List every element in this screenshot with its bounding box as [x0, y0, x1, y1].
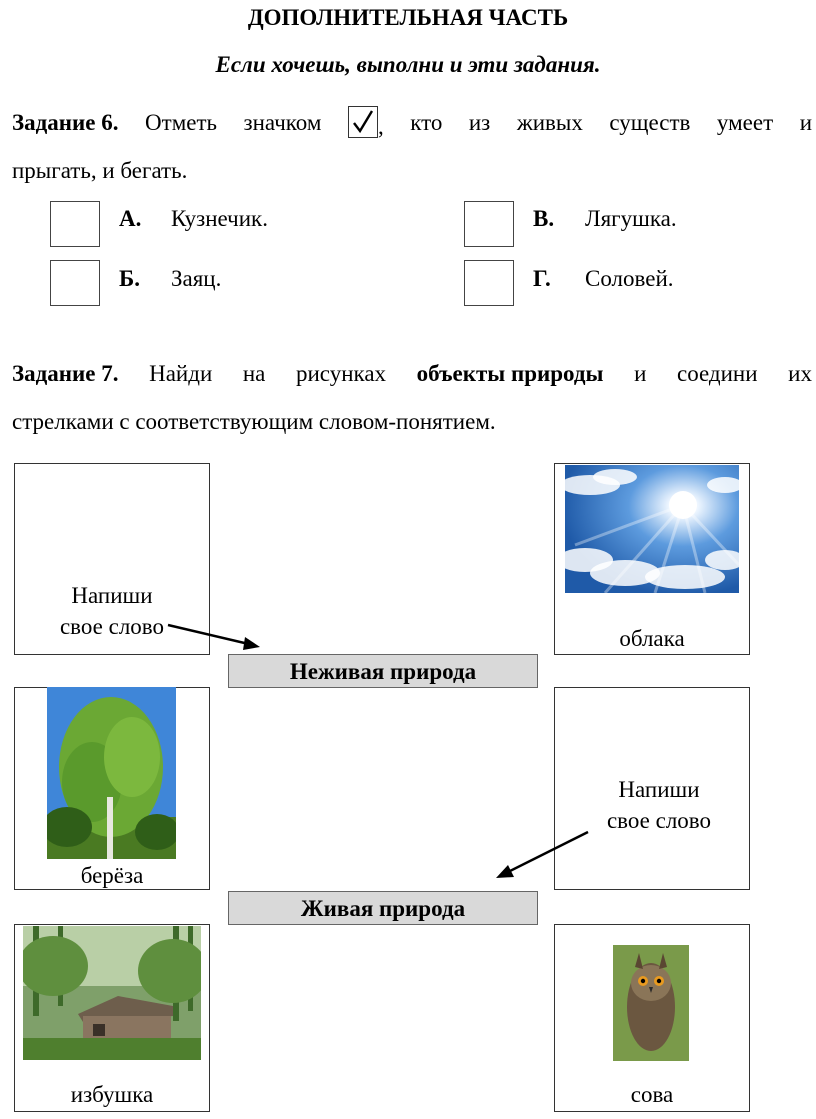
clouds-caption: облака [619, 626, 685, 651]
option-b-text: Заяц. [171, 266, 222, 291]
task6-line2: прыгать, и бегать. [12, 158, 188, 183]
page-subtitle: Если хочешь, выполни и эти задания. [215, 52, 601, 77]
option-a-checkbox[interactable] [50, 201, 100, 247]
task7-line1 [12, 362, 812, 385]
task6-word: из [468, 109, 491, 135]
arrow-2 [488, 828, 593, 883]
task7-word: рисунках [296, 361, 387, 386]
category-living[interactable]: Живая природа [228, 891, 538, 925]
option-v-letter: В. [533, 206, 555, 231]
checkmark-icon [348, 106, 378, 138]
write-word-line: Напиши [618, 777, 700, 802]
owl-caption: сова [630, 1082, 674, 1107]
write-word-line: свое слово [606, 808, 712, 833]
task6-word: Отметь [145, 109, 217, 135]
task7-bold-phrase: объекты природы [416, 361, 604, 386]
task6-word: кто [410, 109, 443, 135]
arrow-1 [165, 615, 265, 655]
task6-comma: , [377, 114, 384, 139]
birch-image [47, 687, 176, 859]
task6-label: Задание 6. [12, 109, 119, 135]
owl-image [613, 945, 689, 1061]
category-nonliving[interactable]: Неживая природа [228, 654, 538, 688]
task6-word: живых [516, 109, 583, 135]
option-g-checkbox[interactable] [464, 260, 514, 306]
task6-word: и [799, 109, 812, 135]
task7-word: соедини [677, 361, 758, 386]
option-v-checkbox[interactable] [464, 201, 514, 247]
task6-word: существ [609, 109, 691, 135]
birch-caption: берёза [80, 863, 144, 888]
task6-word: умеет [716, 109, 774, 135]
hut-image [23, 926, 201, 1060]
clouds-image [565, 465, 739, 593]
task7-word: их [788, 361, 812, 386]
option-a-text: Кузнечик. [171, 206, 268, 231]
task6-line1 [12, 106, 812, 138]
option-g-letter: Г. [533, 266, 551, 291]
task6-checkmark-sample [348, 106, 384, 138]
write-word-line: Напиши [71, 583, 153, 608]
option-b-letter: Б. [119, 266, 140, 291]
option-g-text: Соловей. [585, 266, 674, 291]
option-v-text: Лягушка. [585, 206, 677, 231]
task7-label: Задание 7. [12, 361, 119, 386]
task7-word: Найди [149, 361, 213, 386]
task6-word: значком [243, 109, 322, 135]
page-title: ДОПОЛНИТЕЛЬНАЯ ЧАСТЬ [247, 5, 569, 30]
option-a-letter: А. [119, 206, 142, 231]
hut-caption: избушка [70, 1082, 154, 1107]
option-b-checkbox[interactable] [50, 260, 100, 306]
task7-line2: стрелками с соответствующим словом-понятием. [12, 409, 496, 434]
task7-word: на [242, 361, 266, 386]
task7-word: и [634, 361, 647, 386]
write-word-text-2 [554, 774, 764, 836]
write-word-line: свое слово [59, 614, 165, 639]
